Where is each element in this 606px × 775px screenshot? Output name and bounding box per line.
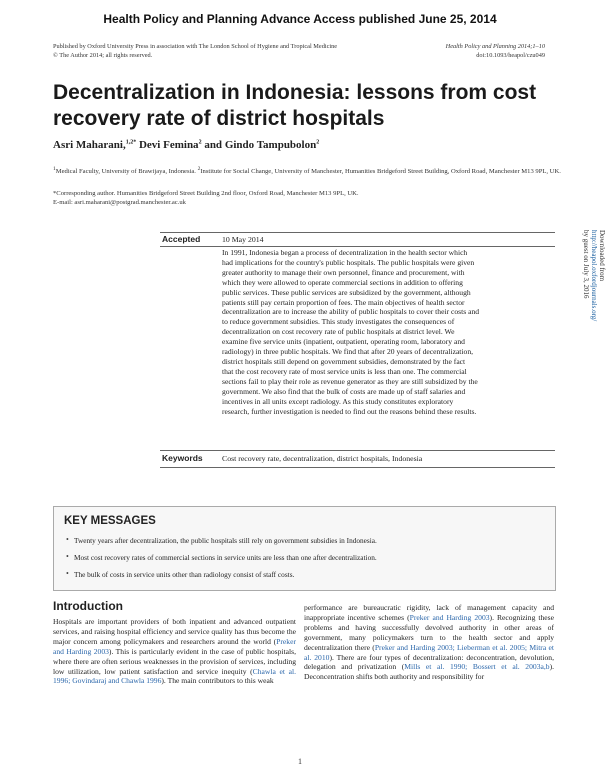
abstract-line: public services. These public services are subsidized by the government, although bbox=[222, 287, 471, 297]
download-sidebar bbox=[582, 230, 606, 520]
key-message-item: • Most cost recovery rates of commercial sections in service units are less than one after decentralization. bbox=[74, 553, 377, 562]
abstract-line: decentralization are to increase the ability of public hospitals to cover their costs and bbox=[222, 307, 480, 317]
abstract-line: greater authority to manage their own personnel, finance and procurement, with bbox=[222, 267, 465, 277]
body-text: Hospitals are important providers of both inpatient and advanced outpatient services, and raising hospital efficiency and service quality has thus become the major concern among policymakers and researchers around the world ( bbox=[53, 617, 296, 646]
body-text: ). This is particularly evident in the case of public hospitals, where there are often serious weaknesses in the provision of services, including low utilization, low patient satisfaction and service inequity ( bbox=[53, 646, 296, 676]
intro-column-1 bbox=[53, 617, 296, 686]
journal-info bbox=[446, 42, 545, 60]
abstract-line: government. We also find that the bulk of costs are made up of staff salaries and bbox=[222, 386, 466, 396]
abstract bbox=[222, 248, 555, 416]
introduction-heading: Introduction bbox=[53, 599, 123, 613]
abstract-line: had implications for the country's public hospitals. The public hospitals were given bbox=[222, 257, 475, 267]
key-messages-title: KEY MESSAGES bbox=[64, 515, 156, 527]
correspondence bbox=[53, 189, 563, 207]
article-title bbox=[53, 80, 553, 132]
abstract-line: examine five service units (inpatient, outpatient, operating room, laboratory and bbox=[222, 337, 465, 347]
divider bbox=[160, 467, 555, 468]
accepted-label: Accepted bbox=[162, 234, 201, 244]
key-message-item: • Twenty years after decentralization, the public hospitals still rely on government subsidies in Indonesia. bbox=[74, 536, 377, 545]
affil-text: Medical Faculty, University of Brawijaya, Indonesia. bbox=[55, 168, 198, 176]
title-line: recovery rate of district hospitals bbox=[53, 107, 385, 130]
abstract-line: that the cost recovery rate of most service units is less than one. The commercial bbox=[222, 366, 467, 376]
intro-column-2 bbox=[304, 603, 554, 682]
abstract-line: radiology) in three public hospitals. We find that after 20 years of decentralization, bbox=[222, 347, 474, 357]
citation-link[interactable]: Mills et al. 1990; Bossert et al. 2003a,b bbox=[404, 662, 550, 672]
abstract-line: In 1991, Indonesia began a process of decentralization in the health sector which bbox=[222, 248, 468, 257]
citation-link[interactable]: Preker and Harding 2003 bbox=[53, 636, 296, 656]
affiliations bbox=[53, 165, 563, 176]
citation-link[interactable]: Preker and Harding 2003; Lieberman et al. 2005; Mitra et al. 2010 bbox=[304, 642, 554, 662]
body-text: performance are bureaucratic rigidity, lack of management capacity and inappropriate incentive schemes ( bbox=[304, 603, 554, 622]
body-text: ). There are four types of decentralization: deconcentration, devolution, delegation and privatization ( bbox=[304, 652, 554, 672]
abstract-line: incentives in all units except radiology. As this study constitutes exploratory bbox=[222, 396, 454, 406]
key-message-item: • The bulk of costs in service units other than radiology consist of staff costs. bbox=[74, 570, 294, 579]
author-name: Devi Femina bbox=[136, 139, 199, 151]
affil-mark: 1 bbox=[53, 166, 56, 172]
journal-reference: Health Policy and Planning 2014;1–10 bbox=[445, 43, 545, 50]
body-text: ). Deconcentration shifts both authority and responsibility for bbox=[304, 662, 554, 682]
key-messages-box bbox=[53, 506, 556, 591]
download-suffix: by guest on July 3, 2016 bbox=[582, 230, 590, 299]
citation-link[interactable]: Chawla et al. 1996; Govindaraj and Chawla 1996 bbox=[53, 666, 296, 686]
divider bbox=[160, 232, 555, 233]
divider bbox=[160, 246, 555, 247]
author-affil-mark: 2 bbox=[316, 139, 320, 146]
download-prefix: Downloaded from bbox=[598, 230, 606, 282]
abstract-line: decentralization on cost recovery rate of public hospitals at district level. We bbox=[222, 327, 455, 337]
publisher-line: Published by Oxford University Press in association with The London School of Hygiene and Tropical Medicine bbox=[53, 43, 338, 50]
doi: doi:10.1093/heapol/czu049 bbox=[476, 52, 545, 59]
abstract-line: sections fail to play their role as revenue generator as they are still subsidized by the bbox=[222, 376, 478, 386]
copyright-line: © The Author 2014; all rights reserved. bbox=[53, 52, 153, 59]
author-list bbox=[53, 139, 319, 151]
author-name: Gindo Tampubolon bbox=[224, 139, 317, 151]
affil-mark: 2 bbox=[197, 166, 201, 172]
accepted-date: 10 May 2014 bbox=[222, 235, 264, 244]
author-affil-mark: 1,2* bbox=[125, 139, 137, 146]
abstract-line: patients still pay certain proportion of fees. The main objectives of health sector bbox=[222, 297, 465, 307]
author-affil-mark: 2 bbox=[198, 139, 202, 146]
abstract-line: district hospitals still depend on government subsidies, demonstrated by the fact bbox=[222, 356, 466, 366]
author-separator: and bbox=[201, 139, 225, 151]
author-name: Asri Maharani, bbox=[53, 139, 126, 151]
title-line: Decentralization in Indonesia: lessons from cost bbox=[53, 81, 537, 104]
keywords-list: Cost recovery rate, decentralization, district hospitals, Indonesia bbox=[222, 454, 423, 463]
body-text: ). Recognizing these problems and having successfully devolved authority in other areas of government, many policymakers turn to the health sector and apply decentralization there ( bbox=[304, 612, 554, 652]
abstract-line: which they were allowed to operate commercial sections in addition to offering bbox=[222, 277, 463, 287]
keywords-label: Keywords bbox=[162, 453, 203, 463]
journal-link[interactable]: http://heapol.oxfordjournals.org/ bbox=[590, 230, 598, 322]
divider bbox=[160, 450, 555, 451]
affil-text: Institute for Social Change, University of Manchester, Humanities Bridgeford Street Building, Oxford Road, Manchester M13 9PL, UK. bbox=[200, 168, 561, 176]
advance-access-banner: Health Policy and Planning Advance Access published June 25, 2014 bbox=[103, 12, 497, 26]
abstract-line: to reduce government subsidies. This study investigates the consequences of bbox=[222, 317, 455, 327]
citation-link[interactable]: Preker and Harding 2003 bbox=[409, 612, 490, 622]
abstract-line: research, further investigation is needed to find out the reasons behind these results. bbox=[222, 406, 477, 416]
body-text: ). The main contributors to this weak bbox=[161, 676, 274, 686]
page-number: 1 bbox=[298, 757, 302, 766]
publisher-info bbox=[53, 42, 337, 60]
corresponding-author: *Corresponding author. Humanities Bridgeford Street Building 2nd floor, Oxford Road, Manchester M13 9PL, UK. bbox=[53, 190, 359, 197]
author-email[interactable]: E-mail: asri.maharani@postgrad.manchester.ac.uk bbox=[53, 199, 186, 206]
